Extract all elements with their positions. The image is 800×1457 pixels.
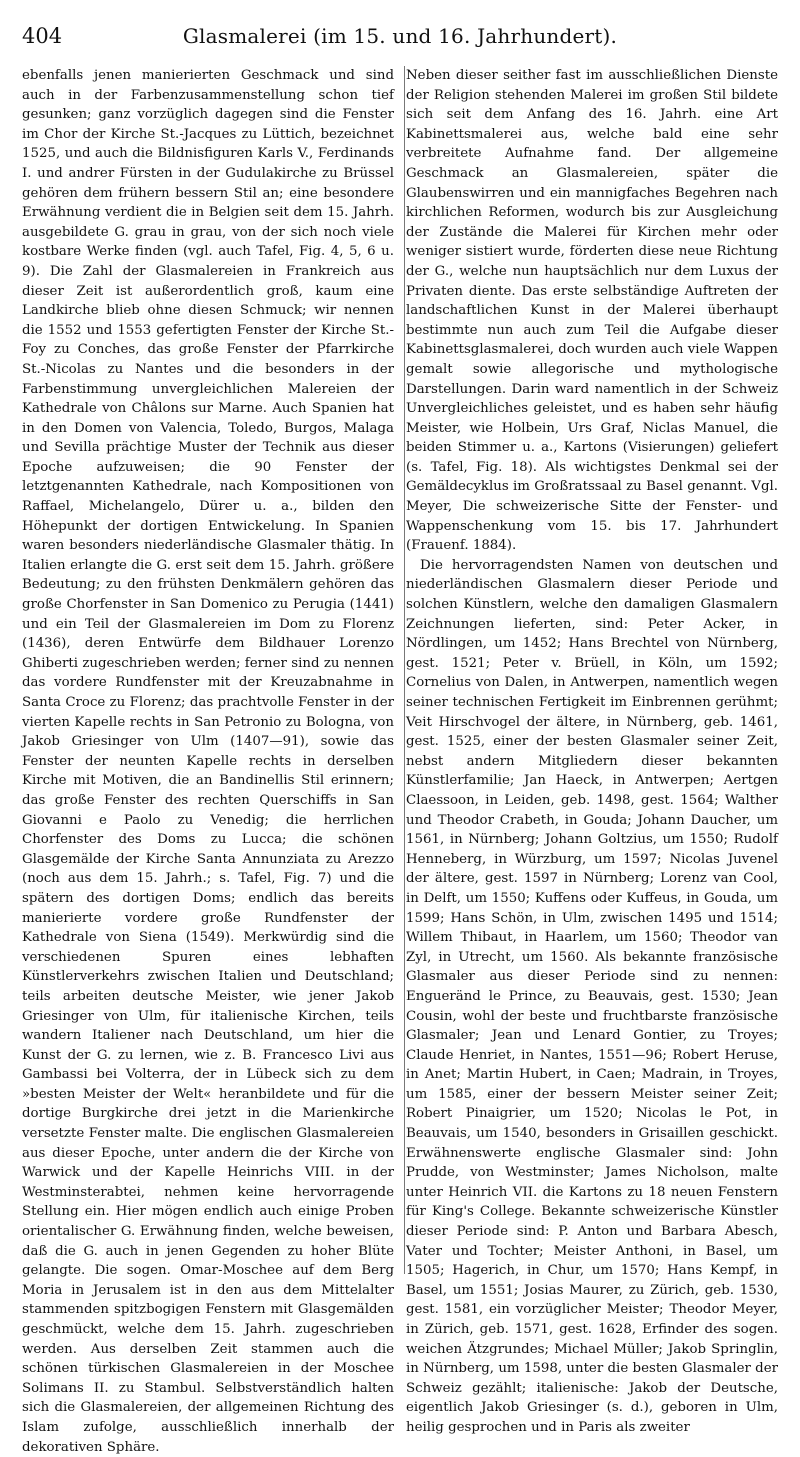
page-number: 404 [22, 24, 63, 48]
running-title: Glasmalerei (im 15. und 16. Jahrhundert). [182, 24, 618, 48]
right-paragraph-1: Neben dieser seither fast im ausschließlichen Dienste der Religion stehenden Malerei im großen Stil bildete sich seit dem Anfang des 16. Jahrh. eine Art Kabinettsmalerei aus, welche bald eine sehr verbreitete Aufnahme fand. Der allgemeine Geschmack an Glasmalereien, später die Glaubenswirren und ein mannigfaches Begehren nach kirchlichen Reformen, wodurch bis zur Ausgleichung der Zustände die Malerei für Kirchen mehr oder weniger sistiert wurde, förderten diese neue Richtung der G., welche nun hauptsächlich nur dem Luxus der Privaten diente. Das erste selbständige Auftreten der landschaftlichen Kunst in der Malerei überhaupt bestimmte nun auch zum Teil die Aufgabe dieser Kabinettsglasmalerei, doch wurden auch viele Wappen gemalt sowie allegorische und mythologische Darstellungen. Darin ward namentlich in der Schweiz Unvergleichliches geleistet, und es haben sehr häufig Meister, wie Holbein, Urs Graf, Niclas Manuel, die beiden Stimmer u. a., Kartons (Visierungen) geliefert (s. Tafel, Fig. 18). Als wichtigstes Denkmal sei der Gemäldecyklus im Großratssaal zu Basel genannt. Vgl. Meyer, Die schweizerische Sitte der Fenster- und Wappenschenkung vom 15. bis 17. Jahrhundert (Frauenf. 1884). [406, 68, 778, 554]
text-columns [22, 66, 778, 1457]
right-paragraph-2: Die hervorragendsten Namen von deutschen und niederländischen Glasmalern dieser Periode und solchen Künstlern, welche den damaligen Glasmalern Zeichnungen lieferten, sind: Peter Acker, in Nördlingen, um 1452; Hans Brechtel von Nürnberg, gest. 1521; Peter v. Brüell, in Köln, um 1592; Cornelius von Dalen, in Antwerpen, namentlich wegen seiner technischen Fertigkeit im Einbrennen gerühmt; Veit Hirschvogel der ältere, in Nürnberg, geb. 1461, gest. 1525, einer der besten Glasmaler seiner Zeit, nebst andern Mitgliedern dieser bekannten Künstlerfamilie; Jan Haeck, in Antwerpen; Aertgen Claessoon, in Leiden, geb. 1498, gest. 1564; Walther und Theodor Crabeth, in Gouda; Johann Daucher, um 1561, in Nürnberg; Johann Goltzius, um 1550; Rudolf Henneberg, in Würzburg, um 1597; Nicolas Juvenel der ältere, gest. 1597 in Nürnberg; Lorenz van Cool, in Delft, um 1550; Kuffens oder Kuffeus, in Gouda, um 1599; Hans Schön, in Ulm, zwischen 1495 und 1514; Willem Thibaut, in Haarlem, um 1560; Theodor van Zyl, in Utrecht, um 1560. Als bekannte französische Glasmaler aus dieser Periode sind zu nennen: Engueränd le Prince, zu Beauvais, gest. 1530; Jean Cousin, wohl der beste und fruchtbarste französische Glasmaler; Jean und Lenard Gontier, zu Troyes; Claude Henriet, in Nantes, 1551—96; Robert Heruse, in Anet; Martin Hubert, in Caen; Madrain, in Troyes, um 1585, einer der bessern Meister seiner Zeit; Robert Pinaigrier, um 1520; Nicolas le Pot, in Beauvais, um 1540, besonders in Grisaillen geschickt. Erwähnenswerte englische Glasmaler sind: John Prudde, von Westminster; James Nicholson, malte unter Heinrich VII. die Kartons zu 18 neuen Fenstern für King's College. Bekannte schweizerische Künstler dieser Periode sind: P. Anton und Barbara Abesch, Vater und Tochter; Meister Anthoni, in Basel, um 1505; Hagerich, in Chur, um 1570; Hans Kempf, in Basel, um 1551; Josias Maurer, zu Zürich, geb. 1530, gest. 1581, ein vorzüglicher Meister; Theodor Meyer, in Zürich, geb. 1571, gest. 1628, Erfinder des sogen. weichen Ätzgrundes; Michael Müller; Jakob Springlin, in Nürnberg, um 1598, unter die besten Glasmaler der Schweiz gezählt; italienische: Jakob der Deutsche, eigentlich Jakob Griesinger (s. d.), geboren in Ulm, heilig gesprochen und in Paris als zweiter [406, 557, 778, 1435]
right-column [406, 66, 778, 1457]
page-header [22, 0, 778, 58]
column-divider [404, 66, 405, 1274]
left-paragraph-1: ebenfalls jenen manierierten Geschmack und sind auch in der Farbenzusammenstellung schon tief gesunken; ganz vorzüglich dagegen sind die Fenster im Chor der Kirche St.-Jacques zu Lüttich, bezeichnet 1525, und auch die Bildnisfiguren Karls V., Ferdinands I. und andrer Fürsten in der Gudulakirche zu Brüssel gehören dem frühern bessern Stil an; eine besondere Erwähnung verdient die in Belgien seit dem 15. Jahrh. ausgebildete G. grau in grau, von der sich noch viele kostbare Werke finden (vgl. auch Tafel, Fig. 4, 5, 6 u. 9). Die Zahl der Glasmalereien in Frankreich aus dieser Zeit ist außerordentlich groß, kaum eine Landkirche blieb ohne diesen Schmuck; wir nennen die 1552 und 1553 gefertigten Fenster der Kirche St.-Foy zu Conches, das große Fenster der Pfarrkirche St.-Nicolas zu Nantes und die besonders in der Farbenstimmung unvergleichlichen Malereien der Kathedrale von Châlons sur Marne. Auch Spanien hat in den Domen von Valencia, Toledo, Burgos, Malaga und Sevilla prächtige Muster der Technik aus dieser Epoche aufzuweisen; die 90 Fenster der letztgenannten Kathedrale, nach Kompositionen von Raffael, Michelangelo, Dürer u. a., bilden den Höhepunkt der dortigen Entwickelung. In Spanien waren besonders niederländische Glasmaler thätig. In Italien erlangte die G. erst seit dem 15. Jahrh. größere Bedeutung; zu den frühsten Denkmälern gehören das große Chorfenster in San Domenico zu Perugia (1441) und ein Teil der Glasmalereien im Dom zu Florenz (1436), deren Entwürfe dem Bildhauer Lorenzo Ghiberti zugeschrieben werden; ferner sind zu nennen das vordere Rundfenster mit der Kreuzabnahme in Santa Croce zu Florenz; das prachtvolle Fenster in der vierten Kapelle rechts in San Petronio zu Bologna, von Jakob Griesinger von Ulm (1407—91), sowie das Fenster der neunten Kapelle rechts in derselben Kirche mit Motiven, die an Bandinellis Stil erinnern; das große Fenster des rechten Querschiffs in San Giovanni e Paolo zu Venedig; die herrlichen Chorfenster des Doms zu Lucca; die schönen Glasgemälde der Kirche Santa Annunziata zu Arezzo (noch aus dem 15. Jahrh.; s. Tafel, Fig. 7) und die spätern des dortigen Doms; endlich das bereits manierierte vordere große Rundfenster der Kathedrale von Siena (1549). Merkwürdig sind die verschiedenen Spuren eines lebhaften Künstlerverkehrs zwischen Italien und Deutschland; teils arbeiten deutsche Meister, wie jener Jakob Griesinger von Ulm, für italienische Kirchen, teils wandern Italiener nach Deutschland, um hier die Kunst der G. zu lernen, wie z. B. Francesco Livi aus Gambassi bei Volterra, der in Lübeck sich zu dem »besten Meister der Welt« heranbildete und für die dortige Burgkirche drei jetzt in die Marienkirche versetzte Fenster malte. Die englischen Glasmalereien aus dieser Epoche, unter andern die der Kirche von Warwick und der Kapelle Heinrichs VIII. in der Westminsterabtei, nehmen keine hervorragende Stellung ein. Hier mögen endlich auch einige Proben orientalischer G. Erwähnung finden, welche beweisen, daß die G. auch in jenen Gegenden zu hoher Blüte gelangte. Die sogen. Omar-Moschee auf dem Berg Moria in Jerusalem ist in den aus dem Mittelalter stammenden spitzbogigen Fenstern mit Glasgemälden geschmückt, welche dem 15. Jahrh. zugeschrieben werden. Aus derselben Zeit stammen auch die schönen türkischen Glasmalereien in der Moschee Solimans II. zu Stambul. Selbstverständlich halten sich die Glasmalereien, der allgemeinen Richtung des Islam zufolge, ausschließlich innerhalb der dekorativen Sphäre. [22, 68, 394, 1455]
left-column [22, 66, 394, 1457]
